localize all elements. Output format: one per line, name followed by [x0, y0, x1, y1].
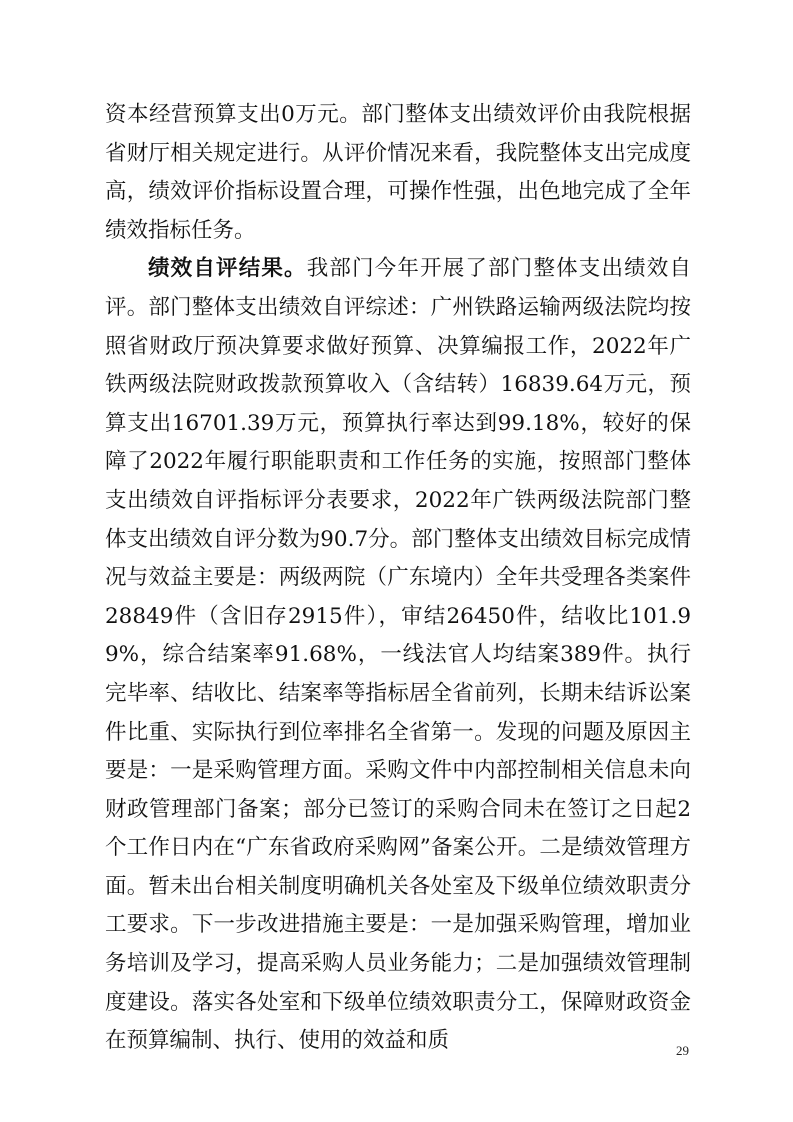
page-number: 29: [676, 1043, 689, 1058]
paragraph-self-evaluation: [105, 250, 691, 1060]
paragraph-budget-summary: 资本经营预算支出0万元。部门整体支出绩效评价由我院根据省财厅相关规定进行。从评价情况来看，我院整体支出完成度高，绩效评价指标设置合理，可操作性强，出色地完成了全年绩效指标任务。: [105, 102, 691, 243]
body-text: [105, 96, 691, 1061]
paragraph-self-evaluation-body: 我部门今年开展了部门整体支出绩效自评。部门整体支出绩效自评综述：广州铁路运输两级法院均按照省财政厅预决算要求做好预算、决算编报工作，2022年广铁两级法院财政拨款预算收入（含结转）16839.64万元，预算支出16701.39万元，预算执行率达到99.18%，较好的保障了2022年履行职能职责和工作任务的实施，按照部门整体支出绩效自评指标评分表要求，2022年广铁两级法院部门整体支出绩效自评分数为90.7分。部门整体支出绩效目标完成情况与效益主要是：两级两院（广东境内）全年共受理各类案件28849件（含旧存2915件），审结26450件，结收比101.99%，综合结案率91.68%，一线法官人均结案389件。执行完毕率、结收比、结案率等指标居全省前列，长期未结诉讼案件比重、实际执行到位率排名全省第一。发现的问题及原因主要是：一是采购管理方面。采购文件中内部控制相关信息未向财政管理部门备案；部分已签订的采购合同未在签订之日起2个工作日内在“广东省政府采购网”备案公开。二是绩效管理方面。暂未出台相关制度明确机关各处室及下级单位绩效职责分工要求。下一步改进措施主要是：一是加强采购管理，增加业务培训及学习，提高采购人员业务能力；二是加强绩效管理制度建设。落实各处室和下级单位绩效职责分工，保障财政资金在预算编制、执行、使用的效益和质: [105, 256, 691, 1054]
paragraph-lead-heading: 绩效自评结果。: [148, 256, 307, 282]
